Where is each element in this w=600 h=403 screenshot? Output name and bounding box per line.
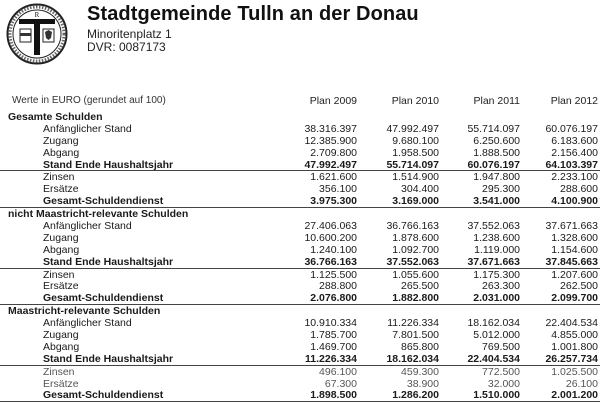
cell-value: 2.031.000 [473,292,520,305]
cell-value: 459.300 [401,365,439,378]
table-row [0,269,600,281]
cell-value: 1.119.000 [474,243,520,256]
row-label: Abgang [43,146,80,159]
cell-value: 1.207.600 [551,268,598,281]
cell-value: 11.226.334 [387,317,439,330]
table-row [0,232,600,244]
cell-value: 9.680.100 [392,134,439,147]
cell-value: 37.671.663 [545,220,598,233]
row-label: Zugang [43,329,79,342]
cell-value: 1.092.700 [392,243,439,256]
cell-value: 288.800 [319,280,357,293]
cell-value: 3.541.000 [473,195,520,208]
table-row [0,159,600,171]
cell-value: 60.076.197 [545,122,598,135]
cell-value: 6.183.600 [551,134,598,147]
section-title: Gesamte Schulden [8,111,103,123]
cell-value: 262.500 [560,280,598,293]
table-row [0,220,600,232]
cell-value: 1.882.800 [392,292,439,305]
cell-value: 1.240.100 [310,243,357,256]
row-label: Gesamt-Schuldendienst [43,195,164,208]
cell-value: 12.385.900 [304,134,357,147]
table-row [0,329,600,341]
row-label: Zugang [43,231,79,244]
row-label: Gesamt-Schuldendienst [43,389,164,402]
cell-value: 263.300 [482,280,520,293]
cell-value: 1.001.800 [551,340,598,353]
row-label: Abgang [43,340,80,353]
cell-value: 47.992.497 [304,158,357,171]
table-row [0,341,600,353]
cell-value: 67.300 [324,377,357,390]
row-label: Gesamt-Schuldendienst [43,292,164,305]
section-title: Maastricht-relevante Schulden [8,305,161,318]
cell-value: 1.888.500 [473,146,520,159]
cell-value: 11.226.334 [305,352,357,365]
cell-value: 1.154.600 [551,243,598,256]
cell-value: 1.878.600 [392,231,439,244]
table-row [0,147,600,159]
row-label: Zinsen [43,268,75,281]
table-row [0,366,600,378]
svg-text:R: R [34,11,40,19]
cell-value: 769.500 [482,340,520,353]
page-title: Stadtgemeinde Tulln an der Donau [87,3,419,25]
cell-value: 18.162.034 [467,317,520,330]
cell-value: 36.766.163 [304,255,357,268]
row-label: Zinsen [43,365,75,378]
section-title: nicht Maastricht-relevante Schulden [8,208,189,221]
cell-value: 2.709.800 [310,146,357,159]
cell-value: 27.406.063 [304,220,357,233]
cell-value: 1.898.500 [310,389,357,402]
cell-value: 772.500 [482,365,520,378]
units-note: Werte in EURO (gerundet auf 100) [12,95,166,106]
row-label: Stand Ende Haushaltsjahr [43,158,174,171]
column-header: Plan 2011 [473,95,520,107]
cell-value: 2.099.700 [551,292,598,305]
cell-value: 1.621.600 [310,171,357,184]
cell-value: 38.900 [406,377,439,390]
cell-value: 38.316.397 [304,122,357,135]
table-row [0,317,600,329]
cell-value: 2.076.800 [310,292,357,305]
cell-value: 5.012.000 [473,329,520,342]
cell-value: 1.510.000 [473,389,520,402]
table-row [0,256,600,268]
cell-value: 1.125.500 [310,268,357,281]
cell-value: 7.801.500 [392,329,439,342]
cell-value: 18.162.034 [386,352,439,365]
table-row [0,353,600,365]
section-header [0,208,600,220]
cell-value: 3.169.000 [392,195,439,208]
table-row [0,389,600,401]
cell-value: 60.076.197 [467,158,520,171]
row-label: Anfänglicher Stand [43,220,132,233]
cell-value: 1.514.900 [392,171,439,184]
table-row [0,171,600,183]
cell-value: 37.845.663 [545,255,598,268]
row-label: Ersätze [43,377,79,390]
table-row [0,195,600,207]
cell-value: 36.766.163 [386,220,439,233]
cell-value: 55.714.097 [386,158,439,171]
cell-value: 64.103.397 [545,158,598,171]
cell-value: 47.992.497 [386,122,439,135]
cell-value: 4.855.000 [551,329,598,342]
cell-value: 10.600.200 [304,231,357,244]
table-row [0,292,600,304]
cell-value: 37.552.063 [386,255,439,268]
section-header [0,305,600,317]
column-header: Plan 2009 [309,95,357,107]
cell-value: 496.100 [319,365,357,378]
address: Minoritenplatz 1 [87,27,172,41]
cell-value: 304.400 [401,183,439,196]
column-header: Plan 2012 [550,95,598,107]
cell-value: 865.800 [401,340,439,353]
row-label: Stand Ende Haushaltsjahr [43,255,174,268]
row-label: Abgang [43,243,80,256]
cell-value: 55.714.097 [467,122,520,135]
row-label: Zinsen [43,171,75,184]
cell-value: 1.469.700 [310,340,357,353]
cell-value: 37.552.063 [467,220,520,233]
cell-value: 1.025.500 [551,365,598,378]
table-row [0,183,600,195]
cell-value: 22.404.534 [467,352,520,365]
cell-value: 1.958.500 [392,146,439,159]
cell-value: 26.257.734 [545,352,598,365]
cell-value: 2.233.100 [551,171,598,184]
row-label: Zugang [43,134,79,147]
cell-value: 356.100 [319,183,357,196]
cell-value: 2.156.400 [551,146,598,159]
table-row [0,135,600,147]
cell-value: 1.238.600 [473,231,520,244]
table-row [0,280,600,292]
municipal-seal-icon [6,3,68,65]
cell-value: 3.975.300 [310,195,357,208]
table-row [0,378,600,390]
cell-value: 1.328.600 [551,231,598,244]
cell-value: 1.785.700 [310,329,357,342]
row-label: Ersätze [43,183,79,196]
cell-value: 265.500 [401,280,439,293]
cell-value: 1.055.600 [392,268,439,281]
cell-value: 4.100.900 [551,195,598,208]
cell-value: 37.671.663 [467,255,520,268]
cell-value: 32.000 [487,377,520,390]
cell-value: 288.600 [560,183,598,196]
table-row [0,244,600,256]
row-label: Anfänglicher Stand [43,317,132,330]
column-header: Plan 2010 [391,95,439,107]
row-label: Anfänglicher Stand [43,122,132,135]
debt-table [0,111,600,402]
cell-value: 6.250.600 [473,134,520,147]
table-row [0,123,600,135]
cell-value: 10.910.334 [304,317,357,330]
row-label: Ersätze [43,280,79,293]
divider [0,401,600,402]
cell-value: 295.300 [482,183,520,196]
dvr-number: DVR: 0087173 [87,40,166,54]
cell-value: 22.404.534 [545,317,598,330]
cell-value: 1.175.300 [473,268,520,281]
cell-value: 26.100 [565,377,598,390]
cell-value: 2.001.200 [551,389,598,402]
row-label: Stand Ende Haushaltsjahr [43,352,174,365]
cell-value: 1.286.200 [392,389,439,402]
section-header [0,111,600,123]
cell-value: 1.947.800 [473,171,520,184]
